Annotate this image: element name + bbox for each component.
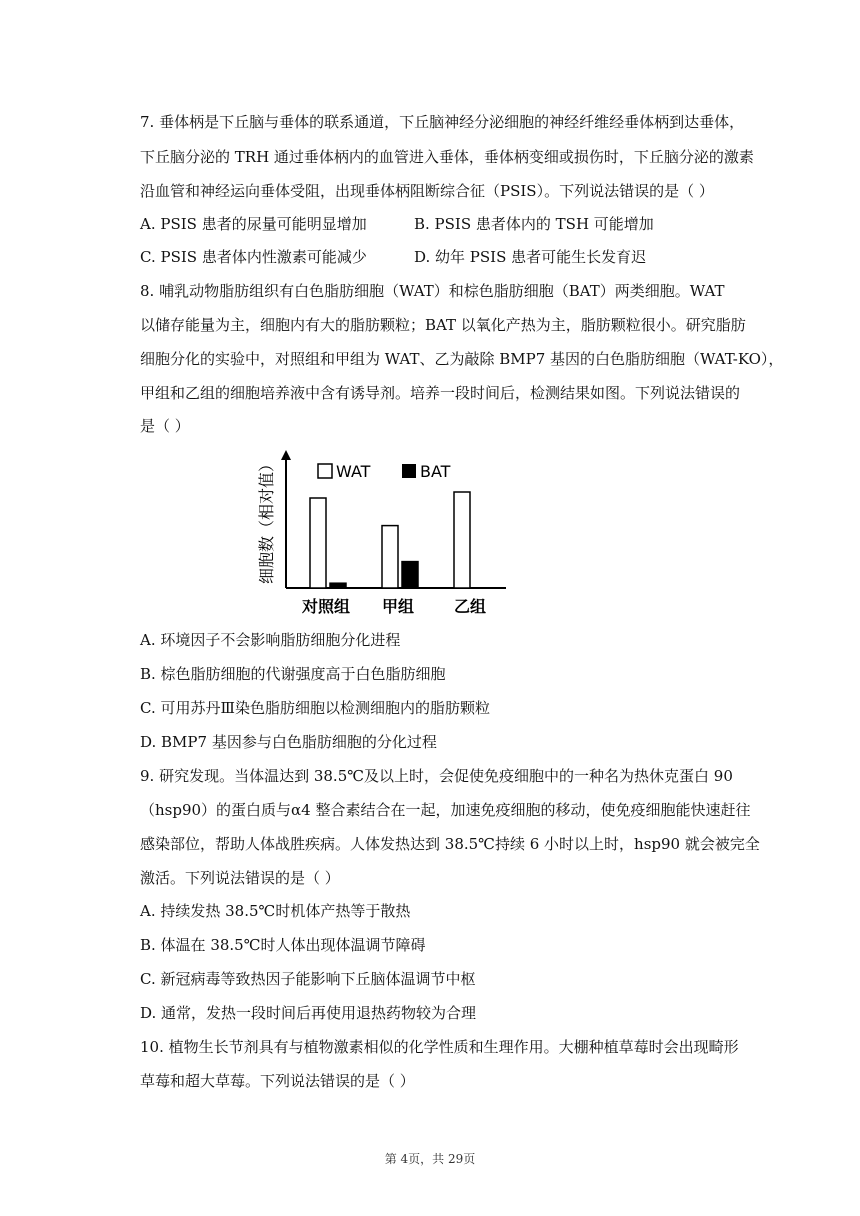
q10-line-1: 10. 植物生长节剂具有与植物激素相似的化学性质和生理作用。大棚种植草莓时会出现畸形 <box>140 1038 739 1056</box>
bar-chart-svg <box>252 448 520 624</box>
q8-line-4: 甲组和乙组的细胞培养液中含有诱导剂。培养一段时间后，检测结果如图。下列说法错误的 <box>140 384 741 402</box>
x-tick-label: 甲组 <box>381 597 415 616</box>
bar-chart <box>252 448 520 624</box>
q9-line-2: （hsp90）的蛋白质与α4 整合素结合在一起，加速免疫细胞的移动，使免疫细胞能快速赶往 <box>140 801 751 819</box>
q8-line-1: 8. 哺乳动物脂肪组织有白色脂肪细胞（WAT）和棕色脂肪细胞（BAT）两类细胞。WAT <box>140 282 725 300</box>
legend-swatch-wat <box>318 464 332 478</box>
q8-option-b: B. 棕色脂肪细胞的代谢强度高于白色脂肪细胞 <box>140 665 446 683</box>
q9-option-b: B. 体温在 38.5℃时人体出现体温调节障碍 <box>140 936 426 954</box>
q8-option-c: C. 可用苏丹Ⅲ染色脂肪细胞以检测细胞内的脂肪颗粒 <box>140 699 490 717</box>
q8-line-3: 细胞分化的实验中，对照组和甲组为 WAT、乙为敲除 BMP7 基因的白色脂肪细胞（WAT-KO）， <box>140 350 784 368</box>
bar-bat-1 <box>330 583 346 588</box>
chart-legend <box>318 462 451 481</box>
y-axis-arrow <box>281 450 291 460</box>
q9-option-a: A. 持续发热 38.5℃时机体产热等于散热 <box>140 902 411 920</box>
q7-line-1: 7. 垂体柄是下丘脑与垂体的联系通道，下丘脑神经分泌细胞的神经纤维经垂体柄到达垂体， <box>140 113 745 131</box>
q8-line-5: 是（ ） <box>140 417 190 435</box>
y-axis-label: 细胞数（相对值） <box>257 455 276 585</box>
bar-wat-1 <box>310 498 326 588</box>
q7-option-d: D. 幼年 PSIS 患者可能生长发育迟 <box>414 248 647 266</box>
bar-bat-2 <box>402 562 418 588</box>
q7-line-3: 沿血管和神经运向垂体受阻，出现垂体柄阻断综合征（PSIS）。下列说法错误的是（ ） <box>140 182 714 200</box>
x-tick-label: 对照组 <box>301 597 351 616</box>
bar-wat-2 <box>382 526 398 588</box>
q7-line-2: 下丘脑分泌的 TRH 通过垂体柄内的血管进入垂体，垂体柄变细或损伤时，下丘脑分泌的激素 <box>140 148 754 166</box>
legend-label-bat: BAT <box>420 462 451 481</box>
x-tick-label: 乙组 <box>453 597 487 616</box>
q8-line-2: 以储存能量为主，细胞内有大的脂肪颗粒；BAT 以氧化产热为主，脂肪颗粒很小。研究脂肪 <box>140 316 746 334</box>
q9-option-c: C. 新冠病毒等致热因子能影响下丘脑体温调节中枢 <box>140 970 476 988</box>
q10-line-2: 草莓和超大草莓。下列说法错误的是（ ） <box>140 1072 415 1090</box>
legend-swatch-bat <box>402 464 416 478</box>
q7-option-c: C. PSIS 患者体内性激素可能减少 <box>140 248 367 266</box>
chart-bars <box>310 492 470 588</box>
q7-option-a: A. PSIS 患者的尿量可能明显增加 <box>140 215 367 233</box>
legend-label-wat: WAT <box>336 462 371 481</box>
q9-line-4: 激活。下列说法错误的是（ ） <box>140 869 340 887</box>
q9-option-d: D. 通常，发热一段时间后再使用退热药物较为合理 <box>140 1004 477 1022</box>
page-footer: 第 4页，共 29页 <box>384 1152 476 1166</box>
bar-wat-3 <box>454 492 470 588</box>
q8-option-d: D. BMP7 基因参与白色脂肪细胞的分化过程 <box>140 733 437 751</box>
x-tick-labels <box>301 597 486 616</box>
q8-option-a: A. 环境因子不会影响脂肪细胞分化进程 <box>140 631 401 649</box>
q7-option-b: B. PSIS 患者体内的 TSH 可能增加 <box>414 215 654 233</box>
q9-line-1: 9. 研究发现。当体温达到 38.5℃及以上时，会促使免疫细胞中的一种名为热休克蛋白 90 <box>140 767 733 785</box>
q9-line-3: 感染部位，帮助人体战胜疾病。人体发热达到 38.5℃持续 6 小时以上时，hsp90 就会被完全 <box>140 835 760 853</box>
